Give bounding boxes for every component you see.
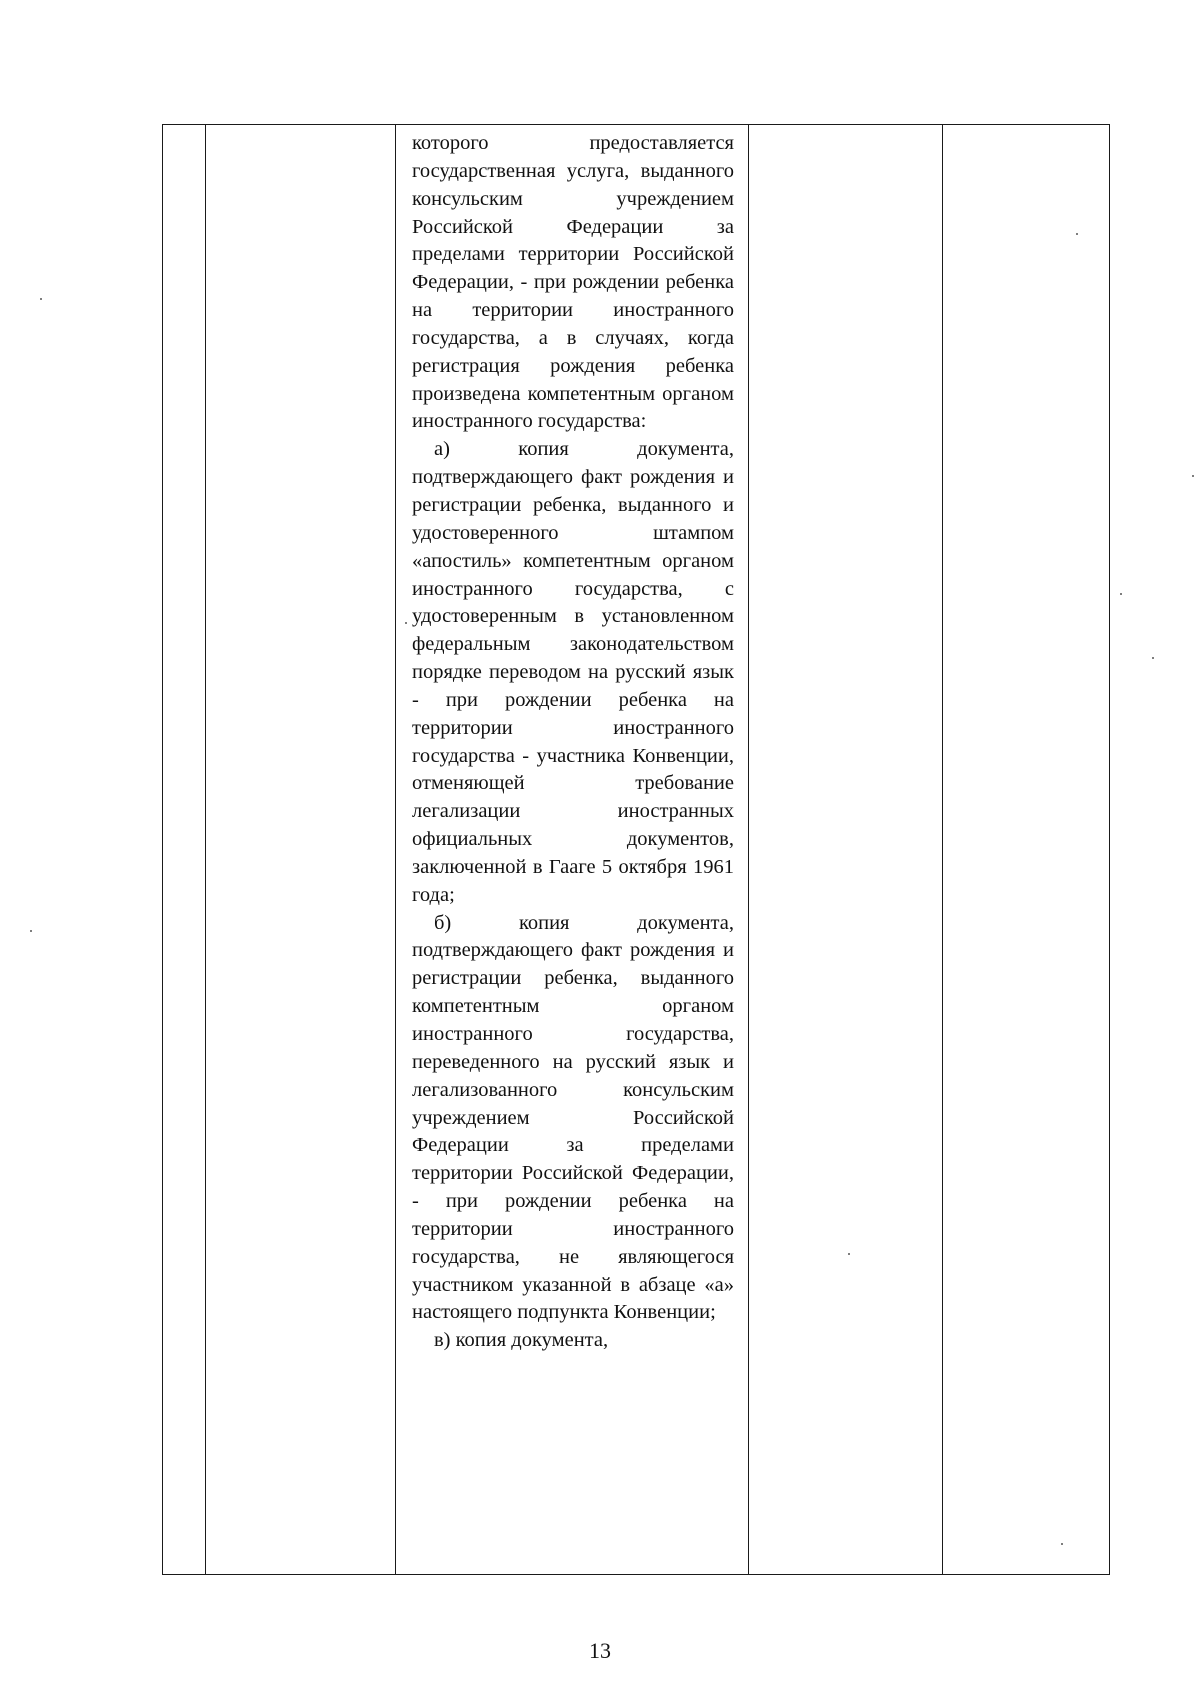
paragraph-c: в) копия документа,	[434, 1329, 609, 1352]
document-table	[162, 124, 1110, 1575]
paragraph-intro: которого предоставляется государственная услуга, выданного консульским учреждением Российской Федерации за пределами территории Российской Федерации, - при рождении ребенка на территории иностранного государства, а в случаях, когда регистрация рождения ребенка произведена компетентным органом иностранного государства:	[412, 132, 734, 433]
table-cell-number	[163, 125, 206, 1575]
documents-text	[396, 125, 748, 1355]
scan-speck	[1120, 593, 1122, 595]
table-cell-column-4	[749, 125, 943, 1575]
page-number: 13	[589, 1638, 611, 1663]
scan-speck	[1152, 657, 1154, 659]
table-row	[163, 125, 1110, 1575]
scan-speck	[1192, 475, 1194, 477]
scan-speck	[848, 1253, 850, 1255]
scan-speck	[40, 298, 42, 300]
paragraph-b: б) копия документа, подтверждающего факт рождения и регистрации ребенка, выданного компетентным органом иностранного государства, переведенного на русский язык и легализованного консульским учреждением Российской Федерации за пределами территории Российской Федерации, - при рождении ребенка на территории иностранного государства, не являющегося участником указанной в абзаце «а» настоящего подпункта Конвенции;	[412, 911, 734, 1324]
scan-speck	[405, 622, 407, 624]
scan-speck	[1061, 1543, 1063, 1545]
table-cell-column-5	[943, 125, 1110, 1575]
scan-speck	[1076, 233, 1078, 235]
paragraph-a: а) копия документа, подтверждающего факт рождения и регистрации ребенка, выданного и удостоверенного штампом «апостиль» компетентным органом иностранного государства, с удостоверенным в установленном федеральным законодательством порядке переводом на русский язык - при рождении ребенка на территории иностранного государства - участника Конвенции, отменяющей требование легализации иностранных официальных документов, заключенной в Гааге 5 октября 1961 года;	[412, 438, 734, 906]
scan-speck	[30, 930, 32, 932]
table-cell-documents	[396, 125, 749, 1575]
table-cell-name	[206, 125, 396, 1575]
